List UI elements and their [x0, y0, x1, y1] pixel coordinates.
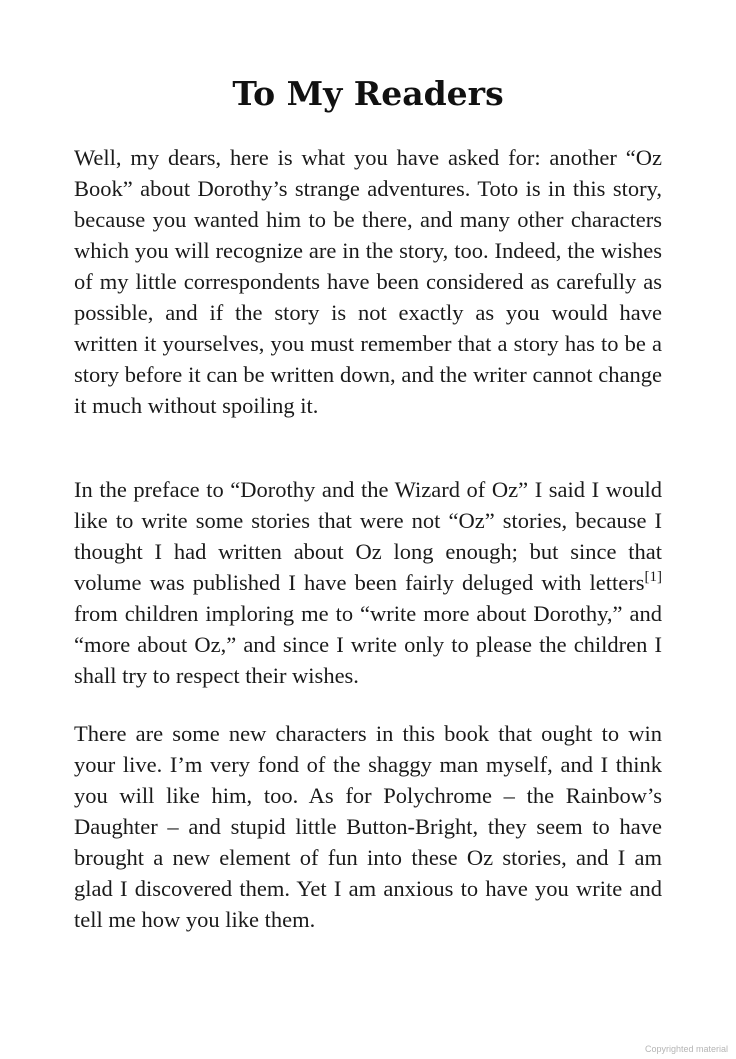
- paragraph-1: Well, my dears, here is what you have asked for: another “Oz Book” about Dorothy’s strange adventures. Toto is in this story, because you wanted him to be there, and many other characters which you will recognize are in the story, too. Indeed, the wishes of my little correspondents have been considered as carefully as possible, and if the story is not exactly as you would have written it yourselves, you must remember that a story has to be a story before it can be written down, and the writer cannot change it much without spoiling it.: [74, 145, 662, 418]
- paragraph-2: [74, 474, 662, 691]
- paragraph-2-text-after-note: from children imploring me to “write more about Dorothy,” and “more about Oz,” and since I write only to please the children I shall try to respect their wishes.: [74, 601, 662, 688]
- page-title: To My Readers: [232, 74, 504, 113]
- paragraph-2-text-before-note: In the preface to “Dorothy and the Wizard of Oz” I said I would like to write some stories that were not “Oz” stories, because I thought I had written about Oz long enough; but since that volume was published I have been fairly deluged with letters: [74, 477, 662, 595]
- paragraph-3: There are some new characters in this book that ought to win your live. I’m very fond of the shaggy man myself, and I think you will like him, too. As for Polychrome – the Rainbow’s Daughter – and stupid little Button-Bright, they seem to have brought a new element of fun into these Oz stories, and I am glad I discovered them. Yet I am anxious to have you write and tell me how you like them.: [74, 721, 662, 932]
- copyright-watermark: Copyrighted material: [644, 1044, 728, 1054]
- footnote-reference[interactable]: [1]: [644, 569, 662, 585]
